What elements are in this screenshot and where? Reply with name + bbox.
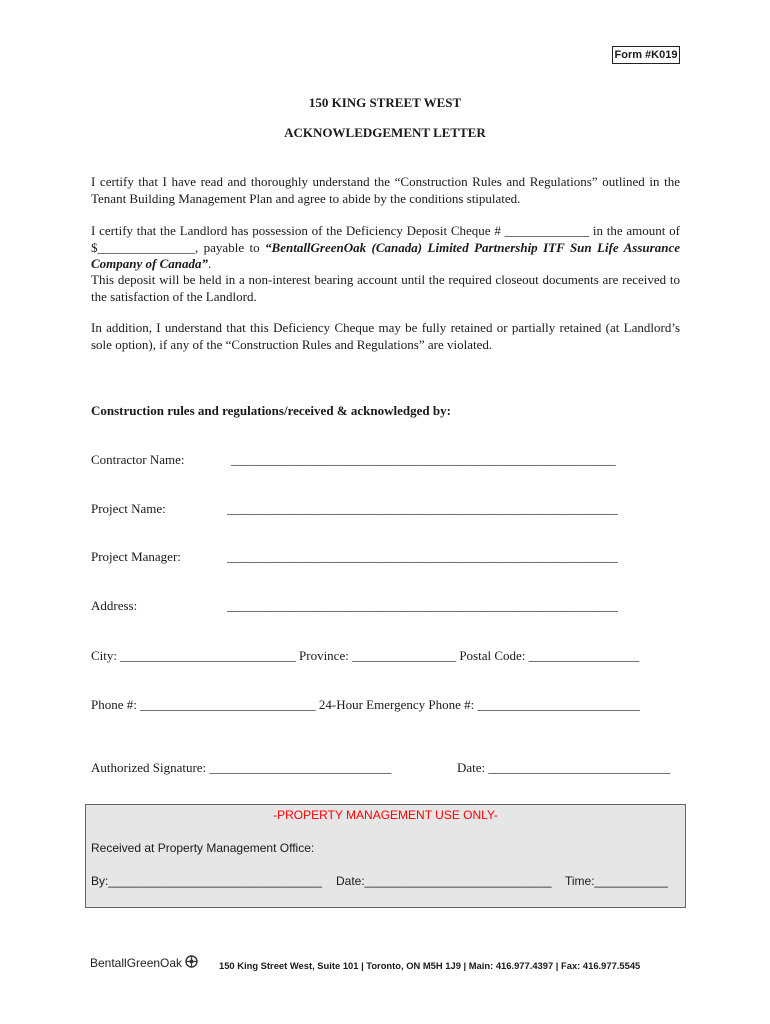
footer-address: 150 King Street West, Suite 101 | Toronto, ON M5H 1J9 | Main: 416.977.4397 | Fax: 416.977.5545 xyxy=(219,960,641,971)
authorized-signature-field[interactable]: Authorized Signature: ____________________________ xyxy=(91,760,392,775)
acknowledgement-heading: Construction rules and regulations/received & acknowledged by: xyxy=(91,403,451,418)
deposit-text: I certify that the Landlord has possession of the Deficiency Deposit Cheque # _____________ in the amount of $_______________, payable to xyxy=(91,223,680,255)
project-manager-label: Project Manager: xyxy=(91,549,181,564)
address-label: Address: xyxy=(91,598,138,613)
project-name-field[interactable]: _______________________________________________________________ xyxy=(227,501,618,516)
bentallgreenoak-emblem-icon xyxy=(185,955,198,971)
received-at-office-label: Received at Property Management Office: xyxy=(91,841,315,855)
company-logo xyxy=(90,955,198,971)
certification-paragraph: I certify that I have read and thoroughly understand the “Construction Rules and Regulations” outlined in the Tenant Building Management Plan and agree to abide by the conditions stipulated. xyxy=(91,174,680,206)
property-management-title: -PROPERTY MANAGEMENT USE ONLY- xyxy=(273,808,498,822)
form-code-badge: Form #K019 xyxy=(612,46,680,64)
deposit-paragraph xyxy=(91,223,680,273)
deposit-text-end: . xyxy=(208,256,212,271)
received-date-field[interactable]: Date:____________________________ xyxy=(336,874,552,888)
document-subtitle: ACKNOWLEDGEMENT LETTER xyxy=(284,125,486,140)
non-interest-paragraph: This deposit will be held in a non-interest bearing account until the required closeout documents are received to the satisfaction of the Landlord. xyxy=(91,272,680,304)
document-title: 150 KING STREET WEST xyxy=(308,95,462,110)
signature-date-field[interactable]: Date: ____________________________ xyxy=(457,760,671,775)
payee-name: “BentallGreenOak (Canada) Limited Partnership ITF Sun Life Assurance Company of Canada” xyxy=(91,239,680,271)
city-province-postal-row[interactable]: City: ___________________________ Province: ________________ Postal Code: _________________ xyxy=(91,648,640,663)
retention-paragraph: In addition, I understand that this Deficiency Cheque may be fully retained or partially retained (at Landlord’s sole option), if any of the “Construction Rules and Regulations” are violated. xyxy=(91,320,680,352)
contractor-name-label: Contractor Name: xyxy=(91,452,185,467)
contractor-name-field[interactable]: ______________________________________________________________ xyxy=(231,452,616,467)
phone-row[interactable]: Phone #: ___________________________ 24-Hour Emergency Phone #: _________________________ xyxy=(91,697,640,712)
project-name-label: Project Name: xyxy=(91,501,166,516)
address-field[interactable]: _______________________________________________________________ xyxy=(227,598,618,613)
logo-wordmark: BentallGreenOak xyxy=(90,956,183,970)
received-time-field[interactable]: Time:___________ xyxy=(565,874,668,888)
project-manager-field[interactable]: _______________________________________________________________ xyxy=(227,549,618,564)
received-by-field[interactable]: By:________________________________ xyxy=(91,874,322,888)
